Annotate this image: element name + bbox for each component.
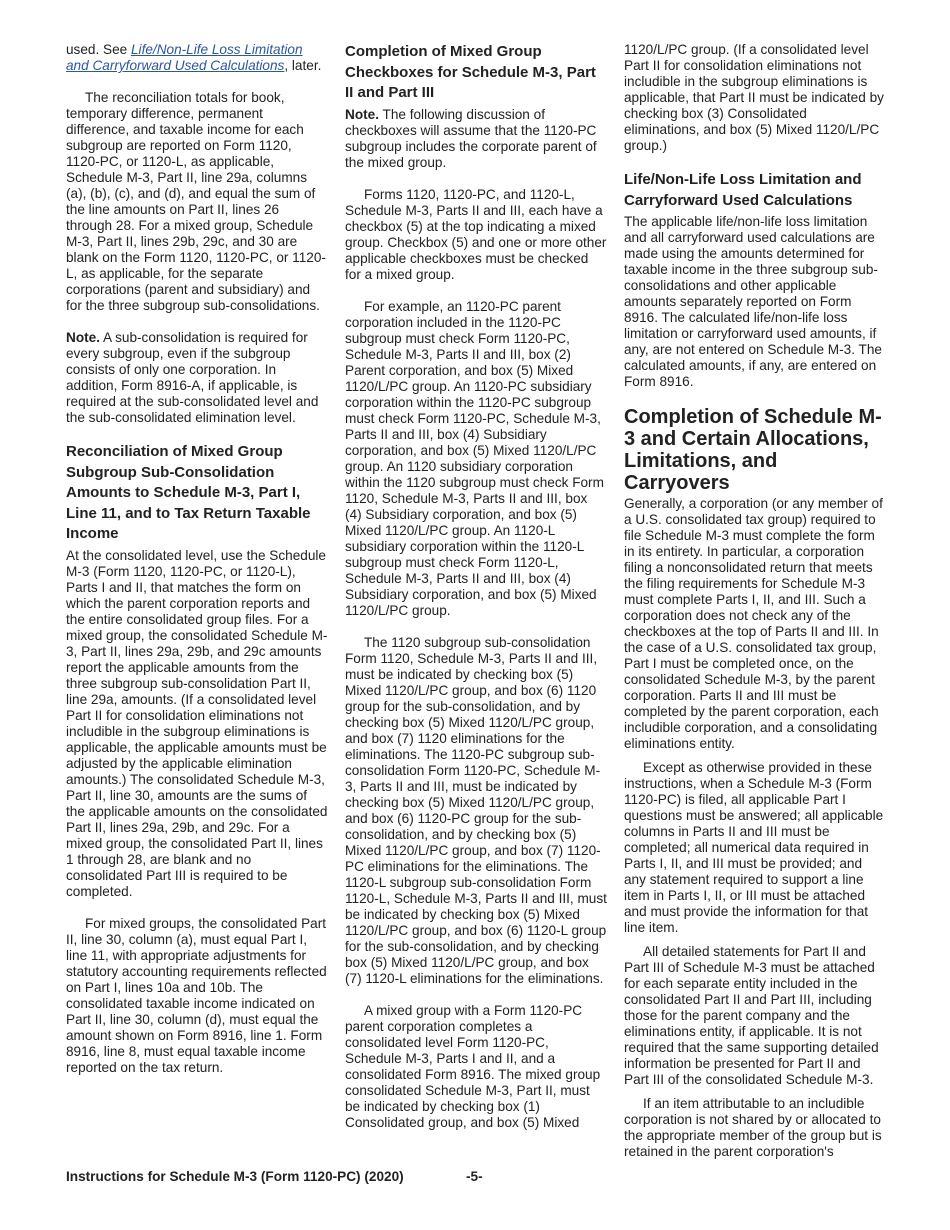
mixed-groups-paragraph: For mixed groups, the consolidated Part II, line 30, column (a), must equal Part I, line 11, with appropriate adjustments for statutory accounting requirements reflected on Part I, lines 10a and 10b. The consolidated taxable income indicated on Part II, line 30, column (d), must equal the amount shown on Form 8916, line 1. Form 8916, line 8, must equal taxable income reported on the tax return.	[66, 915, 327, 1075]
page-footer	[66, 1168, 886, 1186]
loss-limitation-paragraph: The applicable life/non-life loss limitation and all carryforward used calculations are made using the amounts determined for taxable income in the three subgroup sub-consolidations and other applicable amounts separately reported on Form 8916. The calculated life/non-life loss limitation or carryforward used amounts, if any, are not entered on Schedule M-3. The calculated amounts, if any, are entered on Form 8916.	[624, 214, 882, 389]
page-number: -5-	[466, 1169, 483, 1184]
life-nonlife-loss-link[interactable]: Life/Non-Life Loss Limitation and Carryforward Used Calculations	[66, 42, 303, 73]
includible-corporation-paragraph: If an item attributable to an includible corporation is not shared by or allocated to the appropriate member of the group but is retained in the parent corporation's	[624, 1096, 882, 1159]
example-paragraph: For example, an 1120-PC parent corporation included in the 1120-PC subgroup must check Form 1120-PC, Schedule M-3, Parts II and III, box (2) Parent corporation, and box (5) Mixed 1120/L/PC group. An 1120-PC subsidiary corporation within the 1120-PC subgroup must check Form 1120-PC, Schedule M-3, Parts II and III, box (4) Subsidiary corporation, and box (5) Mixed 1120/L/PC group. An 1120 subsidiary corporation within the 1120 subgroup must check Form 1120, Schedule M-3, Parts II and III, box (4) Subsidiary corporation, and box (5) Mixed 1120/L/PC group. An 1120-L subsidiary corporation within the 1120-L subgroup must check Form 1120-L, Schedule M-3, Parts II and III, box (4) Subsidiary corporation, and box (5) Mixed 1120/L/PC group.	[345, 298, 604, 618]
note-text: A sub-consolidation is required for every subgroup, even if the subgroup consists of only one corporation. In addition, Form 8916-A, if applicable, is required at the sub-consolidated level and the sub-consolidated elimination level.	[66, 330, 319, 425]
continued-paragraph: 1120/L/PC group. (If a consolidated level Part II for consolidation eliminations not includible in the subgroup eliminations is applicable, that Part II must be indicated by checking box (3) Consolidated eliminations, and box (5) Mixed 1120/L/PC group.)	[624, 42, 884, 153]
section-heading-completion: Completion of Schedule M-3 and Certain Allocations, Limitations, and Carryovers	[624, 406, 882, 494]
column-left	[66, 42, 328, 1092]
sub-consolidation-note	[66, 330, 328, 426]
footer-title: Instructions for Schedule M-3 (Form 1120-PC) (2020)	[66, 1169, 404, 1184]
except-paragraph: Except as otherwise provided in these instructions, when a Schedule M-3 (Form 1120-PC) is filed, all applicable Part I questions must be answered; all applicable columns in Parts II and III must be completed; all numerical data required in Parts I, II, and III must be provided; and any statement required to support a line item in Parts I, II, or III must be attached and must provide the information for that line item.	[624, 760, 884, 935]
column-right	[624, 42, 886, 1176]
column-middle	[345, 42, 607, 1147]
note-label: Note.	[345, 106, 379, 122]
intro-tail: , later.	[284, 58, 322, 73]
intro-text: used. See	[66, 42, 131, 57]
consolidated-level-paragraph: At the consolidated level, use the Schedule M-3 (Form 1120, 1120-PC, or 1120-L), Parts I and II, that matches the form on which the parent corporation reports and the entire consolidated group files. For a mixed group, the consolidated Schedule M-3, Part II, lines 29a, 29b, and 29c amounts report the applicable amounts from the three subgroup sub-consolidation Part II, line 29a, amounts. (If a consolidated level Part II for consolidation eliminations not includible in the subgroup eliminations is applicable, the applicable amounts must be adjusted by the applicable elimination amounts.) The consolidated Schedule M-3, Part II, line 30, amounts are the sums of the applicable amounts on the consolidated Part II, lines 29a, 29b, and 29c. For a mixed group, the consolidated Part II, lines 1 through 28, are blank and no consolidated Part III is required to be completed.	[66, 547, 328, 899]
reconciliation-totals-paragraph: The reconciliation totals for book, temporary difference, permanent difference, and taxable income for each subgroup are reported on Form 1120, 1120-PC, or 1120-L, as applicable, Schedule M-3, Part II, line 29a, columns (a), (b), (c), and (d), and equal the sum of the line amounts on Part II, lines 26 through 28. For a mixed group, Schedule M-3, Part II, lines 29b, 29c, and 30 are blank on the Form 1120, 1120-PC, or 1120-L, as applicable, for the separate corporations (parent and subsidiary) and for the three subgroup sub-consolidations.	[66, 90, 326, 313]
note-label: Note.	[66, 330, 100, 345]
subgroup-sub-consolidation-paragraph: The 1120 subgroup sub-consolidation Form 1120, Schedule M-3, Parts II and III, must be indicated by checking box (5) Mixed 1120/L/PC group, and box (6) 1120 group for the sub-consolidation, and by checking box (5) Mixed 1120/L/PC group, and box (7) 1120 eliminations for the eliminations. The 1120-PC subgroup sub-consolidation Form 1120-PC, Schedule M-3, Parts II and III, must be indicated by checking box (5) Mixed 1120/L/PC group, and box (6) 1120-PC group for the sub-consolidation, and by checking box (5) Mixed 1120/L/PC group, and box (7) 1120-PC eliminations for the eliminations. The 1120-L subgroup sub-consolidation Form 1120-L, Schedule M-3, Parts II and III, must be indicated by checking box (5) Mixed 1120/L/PC group, and box (6) 1120-L group for the sub-consolidation, and by checking box (5) Mixed 1120/L/PC group, and box (7) 1120-L eliminations for the eliminations.	[345, 634, 607, 986]
checkbox-five-paragraph: Forms 1120, 1120-PC, and 1120-L, Schedule M-3, Parts II and III, each have a checkbox (5) at the top indicating a mixed group. Checkbox (5) and one or more other applicable checkboxes must be checked for a mixed group.	[345, 186, 607, 282]
general-requirements-paragraph: Generally, a corporation (or any member of a U.S. consolidated tax group) required to file Schedule M-3 must complete the form in its entirety. In particular, a corporation filing a nonconsolidated return that meets the filing requirements for Schedule M-3 must complete Parts I, II, and III. Such a corporation does not check any of the checkboxes at the top of Parts II and III. In the case of a U.S. consolidated tax group, Part I must be completed once, on the consolidated Schedule M-3, by the parent corporation. Parts II and III must be completed by the parent corporation, each includible corporation, and a consolidating eliminations entity.	[624, 496, 883, 751]
note-text: The following discussion of checkboxes will assume that the 1120-PC subgroup includes the corporate parent of the mixed group.	[345, 106, 597, 170]
section-heading-reconciliation: Reconciliation of Mixed Group Subgroup Sub-Consolidation Amounts to Schedule M-3, Part I, Line 11, and to Tax Return Taxable Income	[66, 443, 311, 542]
section-heading-loss-limitation: Life/Non-Life Loss Limitation and Carryforward Used Calculations	[624, 171, 862, 209]
intro-paragraph	[66, 42, 328, 74]
checkbox-note	[345, 107, 607, 171]
section-heading-checkboxes: Completion of Mixed Group Checkboxes for Schedule M-3, Part II and Part III	[345, 43, 596, 101]
detailed-statements-paragraph: All detailed statements for Part II and Part III of Schedule M-3 must be attached for each separate entity included in the consolidated Part II and Part III, including those for the parent company and the eliminations entity, if applicable. It is not required that the same supporting detailed information be presented for Part II and Part III of the consolidated Schedule M-3.	[624, 944, 879, 1087]
mixed-group-parent-paragraph: A mixed group with a Form 1120-PC parent corporation completes a consolidated level Form 1120-PC, Schedule M-3, Parts I and II, and a consolidated Form 8916. The mixed group consolidated Schedule M-3, Part II, must be indicated by checking box (1) Consolidated group, and box (5) Mixed	[345, 1002, 601, 1130]
